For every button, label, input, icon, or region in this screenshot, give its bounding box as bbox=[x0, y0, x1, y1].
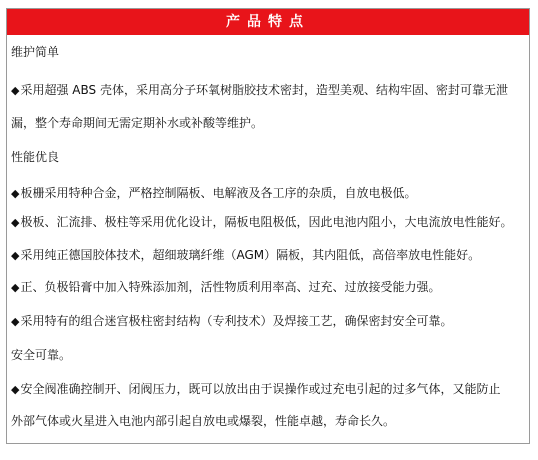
section-title-maintenance: 维护简单 bbox=[11, 45, 60, 59]
feature-text: 板栅采用特种合金，严格控制隔板、电解液及各工序的杂质，自放电极低。 bbox=[20, 186, 417, 200]
feature-text: 采用特有的组合迷宫极柱密封结构（专利技术）及焊接工艺，确保密封安全可靠。 bbox=[20, 314, 453, 328]
feature-line bbox=[11, 279, 440, 296]
feature-text: 采用纯正德国胶体技术，超细玻璃纤维（AGM）隔板，其内阻低，高倍率放电性能好。 bbox=[20, 248, 481, 262]
panel-title: 产品特点 bbox=[226, 14, 310, 30]
product-features-panel bbox=[6, 8, 530, 444]
feature-line bbox=[11, 313, 452, 330]
feature-line-continued: 外部气体或火星进入电池内部引起自放电或爆裂，性能卓越，寿命长久。 bbox=[11, 414, 396, 428]
feature-text: 安全阀准确控制开、闭阀压力，既可以放出由于误操作或过充电引起的过多气体，又能防止 bbox=[20, 382, 501, 396]
feature-line bbox=[11, 82, 508, 99]
feature-line bbox=[11, 214, 512, 231]
feature-text: 正、负极铅膏中加入特殊添加剂，活性物质利用率高、过充、过放接受能力强。 bbox=[20, 280, 441, 294]
bullet-icon: ◆ bbox=[11, 281, 20, 294]
bullet-icon: ◆ bbox=[11, 216, 20, 229]
bullet-icon: ◆ bbox=[11, 383, 20, 396]
bullet-icon: ◆ bbox=[11, 249, 20, 262]
feature-line bbox=[11, 247, 480, 264]
feature-line-continued: 漏，整个寿命期间无需定期补水或补酸等维护。 bbox=[11, 116, 264, 130]
bullet-icon: ◆ bbox=[11, 315, 20, 328]
feature-line bbox=[11, 381, 500, 398]
feature-text: 极板、汇流排、极柱等采用优化设计，隔板电阻极低，因此电池内阻小，大电流放电性能好。 bbox=[20, 215, 513, 229]
feature-text: 采用超强 ABS 壳体，采用高分子环氧树脂胶技术密封，造型美观、结构牢固、密封可靠无泄 bbox=[20, 83, 508, 97]
section-title-performance: 性能优良 bbox=[11, 150, 60, 164]
section-title-safety: 安全可靠。 bbox=[11, 348, 72, 362]
feature-line bbox=[11, 185, 416, 202]
bullet-icon: ◆ bbox=[11, 84, 20, 97]
panel-header bbox=[7, 9, 529, 35]
bullet-icon: ◆ bbox=[11, 187, 20, 200]
